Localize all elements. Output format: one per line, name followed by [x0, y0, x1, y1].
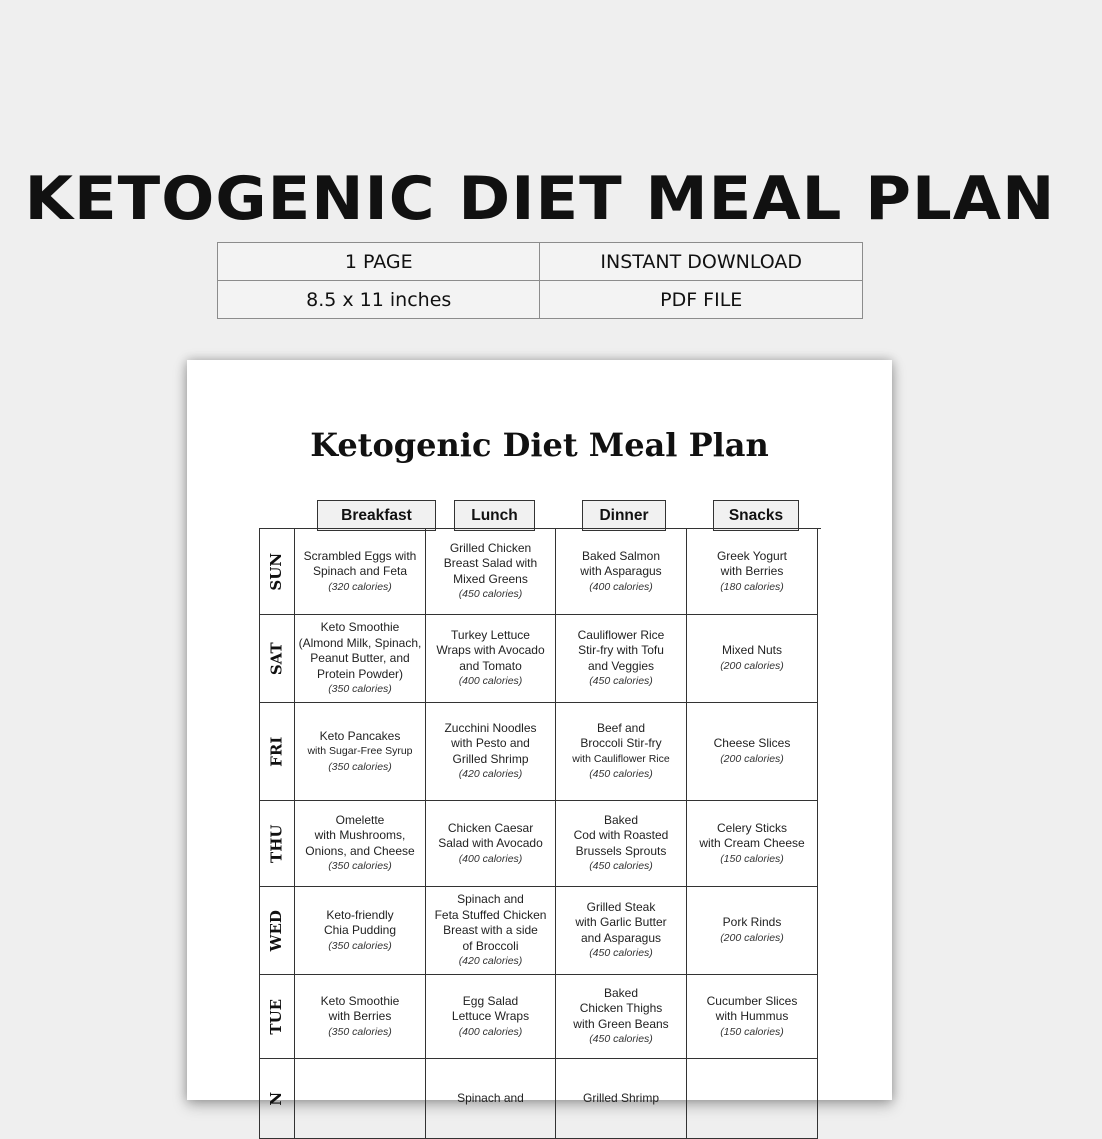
meal-text-line: Omelette	[335, 812, 385, 827]
meal-text-line: Chia Pudding	[323, 923, 397, 937]
meal-text-line: with Hummus	[715, 1009, 789, 1023]
meal-text-line: Baked	[603, 812, 639, 827]
calorie-label: (180 calories)	[720, 580, 784, 593]
meal-text-line: and Tomato	[459, 658, 522, 673]
meal-text-line: Cauliflower Rice	[577, 627, 665, 642]
meal-text-line: Grilled Shrimp	[582, 1090, 660, 1105]
day-label: TUE	[267, 998, 286, 1035]
calorie-label: (350 calories)	[328, 683, 392, 695]
meal-text-line: with Cream Cheese	[699, 836, 805, 850]
calorie-label: (150 calories)	[720, 1025, 784, 1038]
calorie-label: (350 calories)	[328, 1025, 392, 1038]
meal-cell	[426, 801, 556, 887]
column-header-dinner: Dinner	[582, 500, 666, 531]
calorie-label: (200 calories)	[720, 752, 784, 765]
calorie-label: (450 calories)	[589, 675, 653, 688]
calorie-label: (450 calories)	[458, 588, 523, 601]
meal-text-line: Onions, and Cheese	[305, 843, 415, 858]
day-label: WED	[267, 909, 286, 952]
meal-text-line: with Garlic Butter	[575, 915, 667, 930]
meal-text-line: and Veggies	[587, 658, 655, 673]
meal-cell	[556, 975, 687, 1059]
day-cell	[260, 887, 295, 975]
meal-cell	[426, 887, 556, 975]
column-header-lunch: Lunch	[454, 500, 535, 531]
column-header-snacks: Snacks	[713, 500, 799, 531]
meal-text-line: Grilled Chicken	[449, 540, 532, 555]
meal-text-line: Beef and	[596, 720, 646, 735]
meal-cell	[295, 887, 426, 975]
meal-row-2	[260, 703, 821, 801]
meal-row-5	[260, 975, 821, 1059]
meal-text-line: with Asparagus	[580, 564, 662, 578]
meal-text-line: Keto-friendly	[326, 907, 394, 922]
meal-text-line: with Green Beans	[573, 1016, 669, 1031]
calorie-label: (450 calories)	[589, 768, 653, 781]
meal-text-line: Protein Powder)	[316, 666, 404, 681]
day-cell	[260, 529, 295, 615]
meal-grid	[259, 528, 821, 1139]
meal-text-line: Brussels Sprouts	[575, 843, 667, 858]
day-cell	[260, 703, 295, 801]
calorie-label: (150 calories)	[720, 852, 784, 865]
meal-cell	[687, 975, 818, 1059]
meal-text-line: Cod with Roasted	[573, 828, 669, 843]
meal-text-line: with Berries	[328, 1009, 392, 1023]
meal-text-line: Pork Rinds	[722, 915, 782, 930]
info-row	[218, 281, 863, 319]
meal-cell	[687, 1059, 818, 1139]
meal-text-line: Zucchini Noodles	[444, 720, 537, 735]
day-label: SAT	[267, 642, 286, 675]
calorie-label: (350 calories)	[328, 939, 392, 952]
meal-cell	[687, 887, 818, 975]
meal-cell	[556, 1059, 687, 1139]
meal-text-line: Baked Salmon	[581, 548, 661, 563]
info-download: INSTANT DOWNLOAD	[540, 243, 863, 281]
meal-row-0	[260, 529, 821, 615]
meal-cell	[687, 615, 818, 703]
meal-cell	[556, 529, 687, 615]
meal-text-line: Peanut Butter, and	[310, 651, 410, 665]
day-label: THU	[267, 824, 286, 863]
meal-text-line: with Sugar-Free Syrup	[307, 745, 413, 757]
info-row	[218, 243, 863, 281]
meal-row-1	[260, 615, 821, 703]
meal-plan-sheet	[187, 360, 892, 1106]
meal-text-line: Spinach and Feta	[312, 564, 408, 578]
meal-cell	[295, 975, 426, 1059]
day-label: FRI	[267, 736, 286, 767]
meal-cell	[426, 529, 556, 615]
meal-text-line: Scrambled Eggs with	[303, 548, 417, 563]
meal-cell	[295, 1059, 426, 1139]
calorie-label: (200 calories)	[720, 931, 784, 944]
calorie-label: (400 calories)	[458, 675, 523, 688]
meal-text-line: Keto Pancakes	[319, 728, 401, 743]
meal-cell	[295, 529, 426, 615]
meal-cell	[295, 615, 426, 703]
meal-text-line: Grilled Steak	[586, 899, 656, 914]
meal-cell	[426, 1059, 556, 1139]
meal-text-line: with Pesto and	[451, 736, 530, 751]
meal-cell	[556, 887, 687, 975]
info-pages: 1 PAGE	[218, 243, 540, 281]
meal-cell	[556, 703, 687, 801]
calorie-label: (420 calories)	[458, 768, 523, 781]
day-label: N	[267, 1091, 286, 1106]
meal-cell	[426, 975, 556, 1059]
meal-text-line: Celery Sticks	[716, 820, 787, 835]
meal-cell	[295, 703, 426, 801]
calorie-label: (420 calories)	[458, 955, 523, 967]
meal-text-line: with Berries	[720, 564, 784, 578]
calorie-label: (400 calories)	[458, 852, 523, 865]
meal-text-line: Spinach and	[457, 1090, 524, 1105]
meal-text-line: Keto Smoothie	[320, 993, 400, 1008]
meal-text-line: and Asparagus	[580, 930, 662, 945]
meal-text-line: Cheese Slices	[713, 736, 791, 751]
day-label: SUN	[267, 552, 286, 591]
calorie-label: (450 calories)	[589, 947, 653, 960]
meal-cell	[687, 703, 818, 801]
meal-text-line: Egg Salad	[462, 993, 519, 1008]
meal-row-4	[260, 887, 821, 975]
info-format: PDF FILE	[540, 281, 863, 319]
meal-text-line: Chicken Thighs	[579, 1001, 663, 1016]
meal-cell	[426, 703, 556, 801]
calorie-label: (450 calories)	[589, 1033, 653, 1046]
meal-row-6	[260, 1059, 821, 1139]
meal-text-line: Salad with Avocado	[438, 836, 543, 850]
meal-text-line: Chicken Caesar	[447, 820, 534, 835]
banner-title: KETOGENIC DIET MEAL PLAN	[24, 164, 1056, 234]
day-cell	[260, 1059, 295, 1139]
calorie-label: (400 calories)	[458, 1025, 523, 1038]
meal-text-line: Keto Smoothie	[320, 620, 400, 634]
meal-cell	[426, 615, 556, 703]
meal-row-3	[260, 801, 821, 887]
meal-text-line: Grilled Shrimp	[452, 751, 529, 766]
calorie-label: (450 calories)	[589, 860, 653, 873]
meal-cell	[556, 615, 687, 703]
day-cell	[260, 801, 295, 887]
meal-text-line: Breast Salad with	[443, 556, 538, 571]
meal-text-line: (Almond Milk, Spinach,	[298, 635, 422, 650]
meal-text-line: with Cauliflower Rice	[572, 752, 670, 765]
meal-text-line: Lettuce Wraps	[451, 1009, 530, 1023]
meal-text-line: Greek Yogurt	[716, 548, 788, 563]
calorie-label: (200 calories)	[720, 659, 784, 672]
meal-text-line: Mixed Greens	[453, 571, 528, 586]
calorie-label: (400 calories)	[589, 580, 653, 593]
day-cell	[260, 975, 295, 1059]
calorie-label: (350 calories)	[328, 760, 392, 773]
meal-cell	[687, 801, 818, 887]
calorie-label: (350 calories)	[328, 860, 392, 873]
meal-text-line: Broccoli Stir-fry	[580, 736, 662, 751]
meal-text-line: Stir-fry with Tofu	[578, 643, 664, 658]
meal-text-line: of Broccoli	[462, 938, 519, 953]
meal-text-line: Turkey Lettuce	[451, 627, 530, 642]
meal-cell	[687, 529, 818, 615]
meal-text-line: Cucumber Slices	[706, 993, 798, 1008]
meal-text-line: Wraps with Avocado	[436, 643, 545, 658]
column-header-breakfast: Breakfast	[317, 500, 436, 531]
meal-cell	[556, 801, 687, 887]
meal-text-line: Feta Stuffed Chicken	[434, 907, 547, 922]
info-size: 8.5 x 11 inches	[218, 281, 540, 319]
meal-text-line: Breast with a side	[443, 923, 538, 937]
meal-text-line: Baked	[603, 985, 639, 1000]
meal-text-line: Mixed Nuts	[721, 643, 783, 658]
calorie-label: (320 calories)	[328, 580, 392, 593]
sheet-title: Ketogenic Diet Meal Plan	[310, 426, 769, 464]
day-cell	[260, 615, 295, 703]
product-info-table	[217, 242, 863, 319]
meal-text-line: Spinach and	[457, 892, 524, 906]
meal-text-line: with Mushrooms,	[314, 828, 406, 843]
meal-cell	[295, 801, 426, 887]
